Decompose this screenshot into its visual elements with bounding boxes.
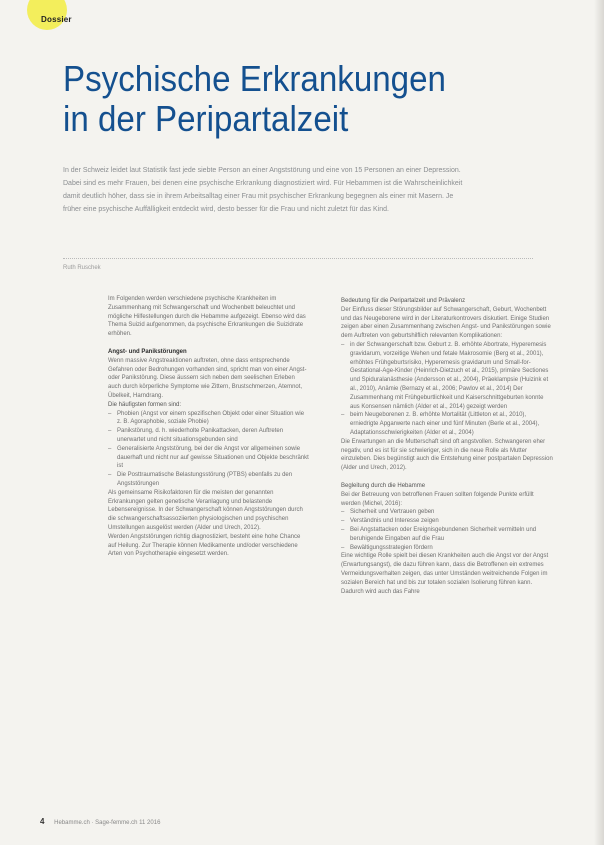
page-title xyxy=(63,59,468,139)
list-item: – beim Neugeborenen z. B. erhöhte Mortalität (Littleton et al., 2010), erniedrigte Apgarwerte nach einer und fünf Minuten (Berle et al., 2004), Adaptationsschwierigkeiten (Alder et al., 2004) xyxy=(341,411,553,437)
list-item: – Panikstörung, d. h. wiederholte Panikattacken, deren Auftreten unerwartet und nicht situationsgebunden sind xyxy=(108,427,309,445)
list-item: – in der Schwangerschaft bzw. Geburt z. B. erhöhte Abortrate, Hyperemesis gravidarum, vorzeitige Wehen und fetale Makrosomie (Berg et al., 2001), erhöhtes Frühgeburtsrisiko, Hyperemesis gravidarum und Small-for-Gestational-Age-Kinder (Heinrich-Dietzuch et al., 2015), primäre Sectiones und Spiduralanästhesie (Andersson et al., 2004), Präeklampsie (Huizink et al., 2010), Anämie (Bernazy et al., 2006; Pawlov et al., 2014) Der Zusammenhang mit Frühgeburtlichkeit und Kaiserschnittgeburten konnte aus Konsensen nämlich (Alder et al., 2014) gezeigt werden xyxy=(341,341,553,411)
list-item: – Generalisierte Angststörung, bei der die Angst vor allgemeinen sowie dauerhaft und nicht nur auf gewisse Situationen und Objekte beschränkt ist xyxy=(108,445,309,471)
footer-text: Hebamme.ch · Sage-femme.ch 11 2016 xyxy=(54,820,161,826)
subsection-heading: Bedeutung für die Peripartalzeit und Prävalenz xyxy=(341,298,466,304)
page-edge-shadow xyxy=(594,0,604,845)
left-column xyxy=(108,295,309,559)
list-item: – Bewältigungsstrategien fördern xyxy=(341,544,553,553)
body-paragraph: Die Erwartungen an die Mutterschaft sind oft angstvollen. Schwangeren eher negativ, und es ist für sie schwieriger, sich in die neue Rolle als Mutter einzuleben. Dies begünstigt auch die Entstehung einer postpartalen Depression (Alder und Urech, 2012). xyxy=(341,438,553,472)
divider xyxy=(63,258,533,259)
body-paragraph: Als gemeinsame Risikofaktoren für die meisten der genannten Erkrankungen gelten genetische Veranlagung und belastende Lebensereignisse. In der Schwangerschaft können Angststörungen durch die schwangerschaftsassoziierten physiologischen und psychischen Umstellungen ausgelöst werden (Alder und Urech, 2012). xyxy=(108,489,303,531)
body-paragraph: Wenn massive Angstreaktionen auftreten, ohne dass entsprechende Gefahren oder Bedrohungen vorhanden sind, spricht man von einer Angst- oder Panikstörung. Diese äussern sich neben dem seelischen Erleben auch durch körperliche Symptome wie Zittern, Brustschmerzen, Atemnot, Übelkeit, Harndrang. xyxy=(108,357,307,399)
section-heading: Angst- und Panikstörungen xyxy=(108,348,187,355)
author-name: Ruth Ruschek xyxy=(63,265,101,271)
title-line-1: Psychische Erkrankungen xyxy=(63,58,446,99)
right-column xyxy=(341,297,553,596)
list-item: – Die Posttraumatische Belastungsstörung (PTBS) ebenfalls zu den Angststörungen xyxy=(108,471,309,489)
page-number: 4 xyxy=(40,817,45,826)
section-label: Dossier xyxy=(41,15,72,24)
bullet-list xyxy=(341,508,553,552)
body-paragraph: Bei der Betreuung von betroffenen Frauen sollten folgende Punkte erfüllt werden (Michel, 2016): xyxy=(341,491,534,507)
bullet-list xyxy=(108,410,309,489)
body-paragraph: Werden Angststörungen richtig diagnostiziert, besteht eine hohe Chance auf Heilung. Zur Therapie können Medikamente und/oder verschiedene Arten von Psychotherapie eingesetzt werden. xyxy=(108,533,301,558)
intro-paragraph: In der Schweiz leidet laut Statistik fast jede siebte Person an einer Angststörung und eine von 15 Personen an einer Depression. Dabei sind es mehr Frauen, bei denen eine psychische Erkrankung diagnostiziert wird. Für Hebammen ist die Wahrscheinlichkeit damit deutlich höher, dass sie in ihrem Arbeitsalltag einer Frau mit psychischer Erkrankung begegnen als einer mit Masern. Je früher eine psychische Auffälligkeit entdeckt wird, desto besser für die Frau und nicht zuletzt für das Kind. xyxy=(63,167,463,213)
list-item: – Sicherheit und Vertrauen geben xyxy=(341,508,553,517)
body-paragraph: Die häufigsten formen sind: xyxy=(108,401,182,408)
body-paragraph: Der Einfluss dieser Störungsbilder auf Schwangerschaft, Geburt, Wochenbett und das Neugeborene wird in der Literaturkontrovers diskutiert. Einige Studien zeigen aber einen Zusammenhang zwischen Angst- und Panikstörungen sowie dem Auftreten von geburtshilflich relevanten Komplikationen: xyxy=(341,306,551,340)
title-line-2: in der Peripartalzeit xyxy=(63,98,349,139)
list-item: – Bei Angstattacken oder Ereignisgebundenen Sicherheit vermitteln und beruhigende Eingaben auf die Frau xyxy=(341,526,553,544)
list-item: – Phobien (Angst vor einem spezifischen Objekt oder einer Situation wie z. B. Agoraphobie, soziale Phobie) xyxy=(108,410,309,428)
subsection-heading: Begleitung durch die Hebamme xyxy=(341,482,426,489)
page-footer xyxy=(40,817,160,826)
body-paragraph: Eine wichtige Rolle spielt bei diesen Krankheiten auch die Angst vor der Angst (Erwartungsangst), die dazu führen kann, dass die Betroffenen ein extremes Vermeidungsverhalten zeigen, das unter Umständen weitreichende Folgen im sozialen Bereich hat und bis zur totalen sozialen Isolierung führen kann. Dadurch wird auch das Fahre xyxy=(341,553,549,595)
body-paragraph: Im Folgenden werden verschiedene psychische Krankheiten im Zusammenhang mit Schwangerschaft und Wochenbett beleuchtet und mögliche Hilfestellungen durch die Hebamme aufgezeigt. Ebenso wird das Thema Suizid aufgenommen, da psychische Erkrankungen die Suizidrate erhöhen. xyxy=(108,296,306,338)
bullet-list xyxy=(341,341,553,438)
list-item: – Verständnis und Interesse zeigen xyxy=(341,517,553,526)
